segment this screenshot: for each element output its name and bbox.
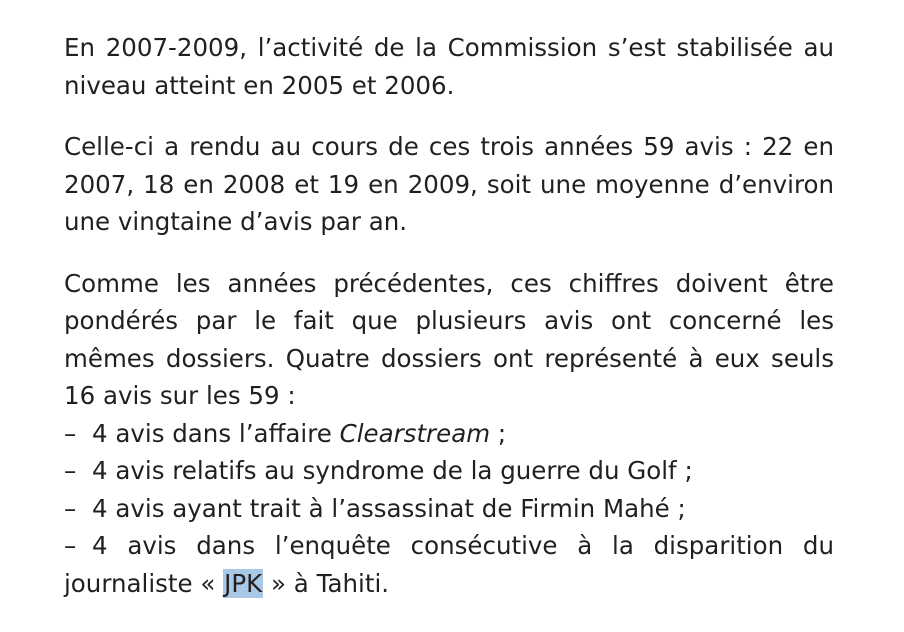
paragraph-1[interactable]: En 2007-2009, l’activité de la Commission s’est stabilisée au niveau atteint en 2005 et 2006. (64, 33, 834, 100)
paragraph-gap (64, 104, 834, 128)
list-item-suffix: ; (490, 418, 507, 448)
text-selection-highlight[interactable]: JPK (224, 568, 263, 598)
list-item-suffix: » à Tahiti. (263, 568, 390, 598)
list-item-italic-text: Clearstream (339, 418, 491, 448)
list-item[interactable] (64, 415, 834, 453)
paragraph-gap (64, 241, 834, 265)
list-item[interactable] (64, 452, 834, 490)
list-item[interactable] (64, 490, 834, 528)
list-item-text: 4 avis dans l’affaire (92, 418, 340, 448)
dash-bullet: – (64, 493, 77, 523)
list-item-text: 4 avis ayant trait à l’assassinat de Firmin Mahé ; (92, 493, 686, 523)
paragraph-3[interactable]: Comme les années précédentes, ces chiffres doivent être pondérés par le fait que plusieurs avis ont concerné les mêmes dossiers. Quatre dossiers ont représenté à eux seuls 16 avis sur les 59 : (64, 268, 834, 410)
list-item[interactable] (64, 527, 834, 602)
dash-bullet: – (64, 531, 77, 560)
paragraph-2[interactable]: Celle-ci a rendu au cours de ces trois années 59 avis : 22 en 2007, 18 en 2008 et 19 en 2009, soit une moyenne d’environ une vingtaine d’avis par an. (64, 132, 834, 236)
document-body (64, 29, 834, 602)
list-item-text: 4 avis dans l’enquête consécutive à la disparition du journaliste « (64, 531, 834, 598)
dash-bullet: – (64, 418, 77, 448)
dash-bullet: – (64, 456, 77, 485)
list-item-text: 4 avis relatifs au syndrome de la guerre du Golf ; (92, 456, 693, 485)
